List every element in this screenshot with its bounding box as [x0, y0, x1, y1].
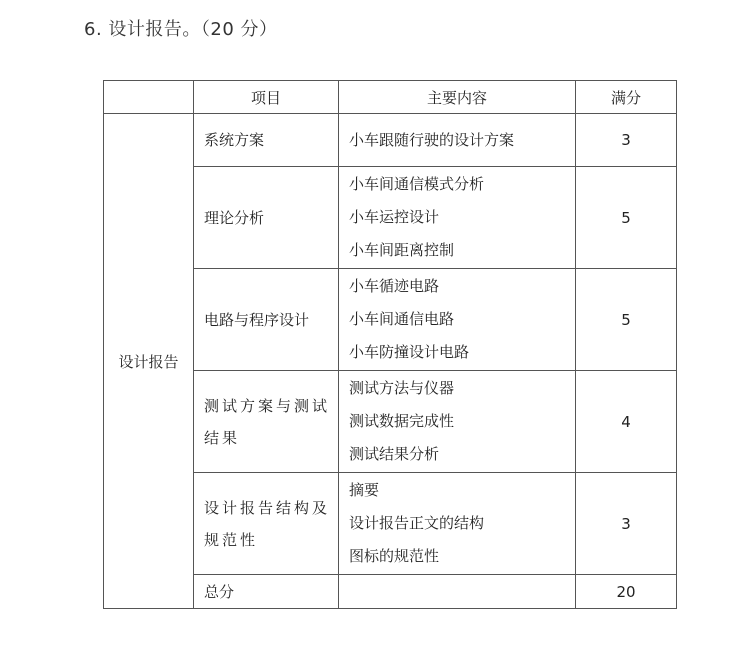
total-label-cell: 总分 — [194, 575, 339, 609]
content-cell — [339, 114, 576, 167]
content-line: 摘要 — [349, 481, 380, 499]
content-line: 小车间距离控制 — [349, 241, 455, 259]
content-line: 设计报告正文的结构 — [349, 514, 485, 532]
content-line: 小车间通信电路 — [349, 310, 455, 328]
total-score-cell: 20 — [576, 575, 677, 609]
item-cell: 设计报告结构及规范性 — [194, 473, 339, 575]
item-cell: 系统方案 — [194, 114, 339, 167]
category-cell: 设计报告 — [104, 114, 194, 609]
content-line: 小车循迹电路 — [349, 277, 440, 295]
header-cell-blank — [104, 81, 194, 114]
table-header-row — [104, 81, 677, 114]
score-table — [103, 80, 677, 609]
content-line: 小车防撞设计电路 — [349, 343, 470, 361]
content-cell — [339, 473, 576, 575]
header-cell-content: 主要内容 — [339, 81, 576, 114]
score-cell: 4 — [576, 371, 677, 473]
content-line: 图标的规范性 — [349, 547, 440, 565]
content-cell — [339, 167, 576, 269]
item-cell: 测试方案与测试结果 — [194, 371, 339, 473]
content-line: 测试数据完成性 — [349, 412, 455, 430]
header-cell-item: 项目 — [194, 81, 339, 114]
question-heading: 6. 设计报告。（20 分） — [84, 19, 278, 40]
score-cell: 3 — [576, 114, 677, 167]
item-cell: 电路与程序设计 — [194, 269, 339, 371]
score-cell: 5 — [576, 269, 677, 371]
item-cell: 理论分析 — [194, 167, 339, 269]
content-line: 小车间通信模式分析 — [349, 175, 485, 193]
content-line: 小车跟随行驶的设计方案 — [349, 130, 515, 149]
content-line: 小车运控设计 — [349, 208, 440, 226]
content-cell — [339, 371, 576, 473]
header-cell-score: 满分 — [576, 81, 677, 114]
content-cell — [339, 269, 576, 371]
table-row — [104, 114, 677, 167]
score-cell: 3 — [576, 473, 677, 575]
content-line: 测试结果分析 — [349, 445, 440, 463]
content-line: 测试方法与仪器 — [349, 379, 455, 397]
total-content-cell — [339, 575, 576, 609]
score-cell: 5 — [576, 167, 677, 269]
